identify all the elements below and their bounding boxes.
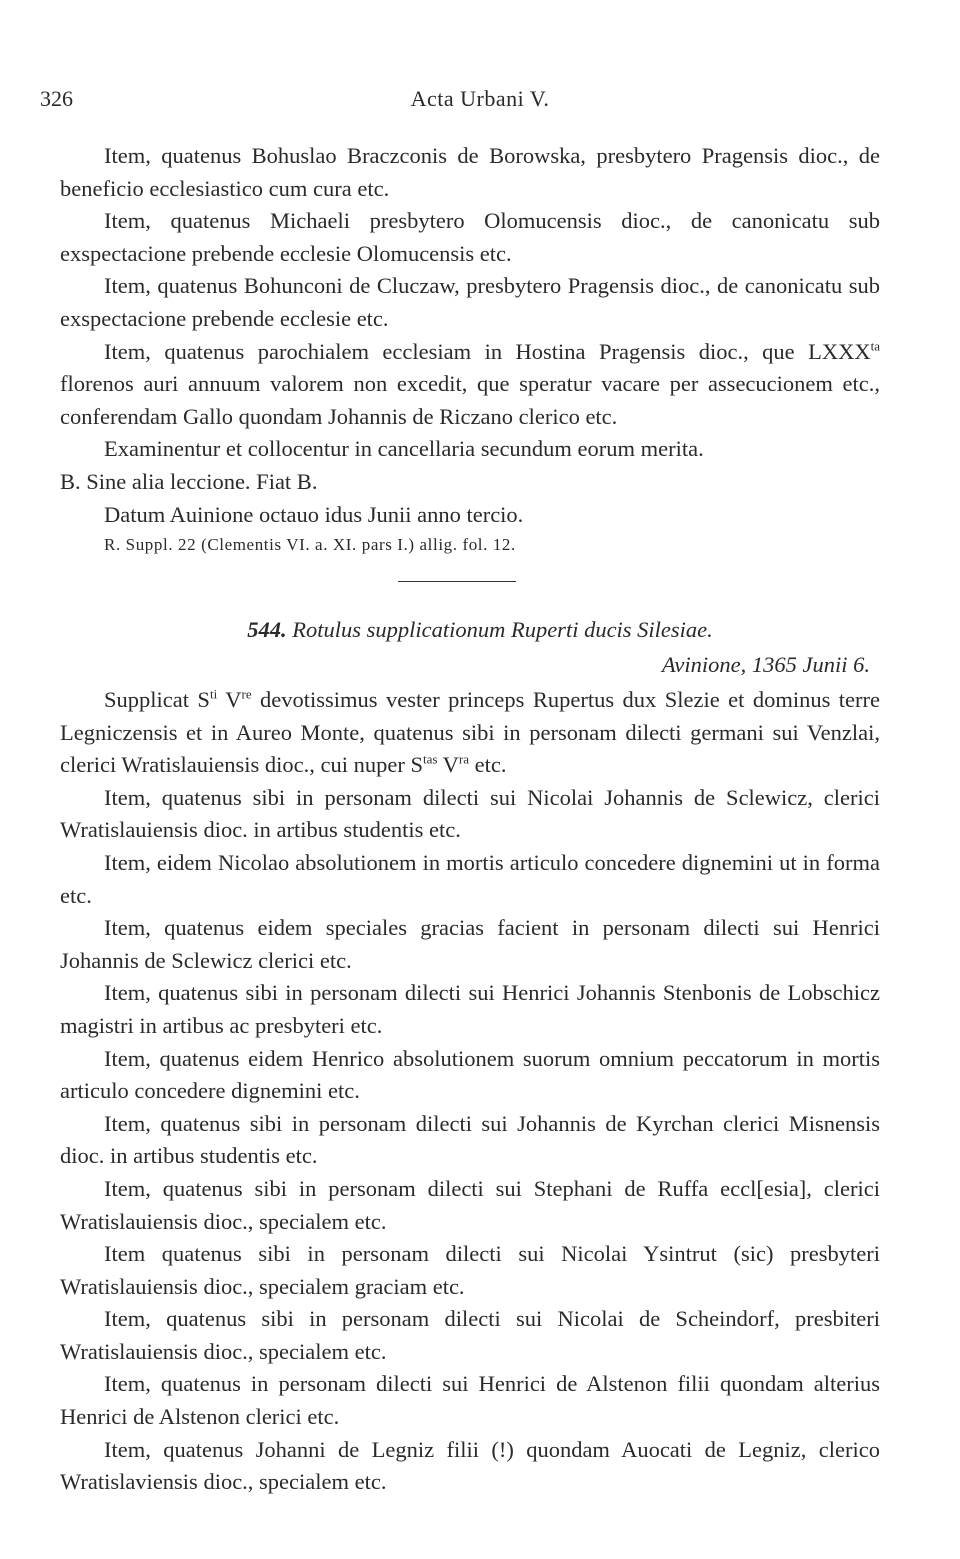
item-paragraph: Item, quatenus Bohuslao Braczconis de Borowska, presbytero Pragensis dioc., de beneficio ecclesiastico cum cura etc. xyxy=(60,143,880,201)
supplicat-paragraph: Supplicat $S^{ti}$ Vre devotissimus vester princeps Rupertus dux Slezie et dominus terre Legniczensis et in Aureo Monte, quatenus sibi in personam dilecti germani sui Venzlai, clerici Wratislauiensis dioc., cui nuper $S^{tas}$ $V^{ra}$ etc. xyxy=(60,686,880,778)
item-paragraph: Item, quatenus in personam dilecti sui Henrici de Alstenon filii quondam alterius Henrici de Alstenon clerici etc. xyxy=(60,1371,880,1430)
item-paragraph: Item, quatenus sibi in personam dilecti sui Stephani de Ruffa eccl[esia], clerici Wratislauiensis dioc., specialem etc. xyxy=(60,1175,880,1234)
running-head xyxy=(40,86,920,118)
page-number: 326 xyxy=(40,86,73,111)
item-paragraph: Item, quatenus Bohunconi de Cluczaw, presbytero Pragensis dioc., de canonicatu sub exspectacione prebende ecclesie etc. xyxy=(60,273,880,331)
examinentur-paragraph: Examinentur et collocentur in cancellaria secundum eorum merita. xyxy=(104,436,704,462)
item-paragraph: Item, quatenus Johanni de Legniz filii (!) quondam Auocati de Legniz, clerico Wratislaviensis dioc., specialem etc. xyxy=(60,1436,880,1495)
document-place-date: Avinione, 1365 Junii 6. xyxy=(661,652,870,677)
source-reference: R. Suppl. 22 (Clementis VI. a. XI. pars I.) allig. fol. 12. xyxy=(104,535,516,555)
item-paragraph: Item, quatenus sibi in personam dilecti sui Nicolai Johannis de Sclewicz, clerici Wratislauiensis dioc. in artibus studentis etc. xyxy=(60,784,880,843)
item-paragraph: Item, quatenus sibi in personam dilecti sui Nicolai de Scheindorf, presbiteri Wratislauiensis dioc., specialem etc. xyxy=(60,1306,880,1364)
document-number: 544. xyxy=(247,617,287,642)
supplication-section xyxy=(60,684,880,1499)
item-paragraph: Item, quatenus eidem Henrico absolutionem suorum omnium peccatorum in mortis articulo concedere dignemini etc. xyxy=(60,1045,880,1104)
parochial-item-paragraph: Item, quatenus parochialem ecclesiam in Hostina Pragensis dioc., que $LXXX^{ta}$ florenos auri annuum valorem non excedit, que speratur vacare per assecucionem etc., conferendam Gallo quondam Johannis de Riczano clerico etc. xyxy=(60,338,880,429)
top-section xyxy=(60,140,880,559)
document-heading xyxy=(60,617,900,643)
item-paragraph: Item, quatenus sibi in personam dilecti sui Henrici Johannis Stenbonis de Lobschicz magistri in artibus ac presbyteri etc. xyxy=(60,980,880,1038)
datum-line: Datum Auinione octauo idus Junii anno tercio. xyxy=(104,501,524,527)
item-paragraph: Item quatenus sibi in personam dilecti sui Nicolai Ysintrut (sic) presbyteri Wratislauiensis dioc., specialem graciam etc. xyxy=(60,1241,880,1299)
section-divider xyxy=(398,581,516,582)
document-title: Rotulus supplicationum Ruperti ducis Silesiae. xyxy=(292,617,713,642)
item-paragraph: Item, quatenus sibi in personam dilecti sui Johannis de Kyrchan clerici Misnensis dioc. in artibus studentis etc. xyxy=(60,1110,880,1169)
running-title: Acta Urbani V. xyxy=(410,86,550,111)
item-paragraph: Item, quatenus Michaeli presbytero Olomucensis dioc., de canonicatu sub exspectacione prebende ecclesie Olomucensis etc. xyxy=(60,208,880,266)
item-paragraph: Item, eidem Nicolao absolutionem in mortis articulo concedere dignemini ut in forma etc. xyxy=(60,849,880,908)
sine-alia-line: B. Sine alia leccione. Fiat B. xyxy=(60,468,318,494)
item-paragraph: Item, quatenus eidem speciales gracias facient in personam dilecti sui Henrici Johannis de Sclewicz clerici etc. xyxy=(60,915,880,973)
